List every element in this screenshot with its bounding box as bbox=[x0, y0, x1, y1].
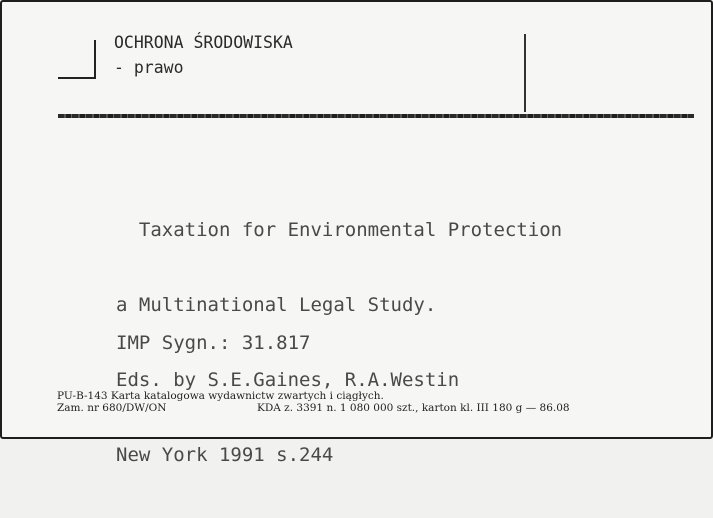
corner-mark bbox=[94, 40, 96, 78]
horizontal-rule bbox=[58, 114, 694, 118]
subject-subdivision: - prawo bbox=[114, 58, 184, 77]
heading-divider bbox=[524, 34, 526, 112]
call-number: IMP Sygn.: 31.817 bbox=[116, 332, 311, 354]
corner-mark-base bbox=[58, 77, 96, 79]
title-continuation-line: a Multinational Legal Study. bbox=[116, 294, 437, 316]
title-line: Taxation for Environmental Protection bbox=[116, 219, 563, 241]
editors-line: Eds. by S.E.Gaines, R.A.Westin bbox=[116, 369, 460, 391]
footer-print-info: KDA z. 3391 n. 1 080 000 szt., karton kl. III 180 g — 86.08 bbox=[257, 402, 570, 414]
imprint-line: New York 1991 s.244 bbox=[116, 444, 334, 466]
subject-title: OCHRONA ŚRODOWISKA bbox=[114, 33, 293, 52]
footer-line-1: PU-B-143 Karta katalogowa wydawnictw zwartych i ciągłych. bbox=[57, 390, 384, 402]
subject-heading bbox=[114, 30, 293, 80]
card-footer bbox=[57, 390, 570, 414]
footer-order-number: Zam. nr 680/DW/ON bbox=[57, 402, 167, 414]
